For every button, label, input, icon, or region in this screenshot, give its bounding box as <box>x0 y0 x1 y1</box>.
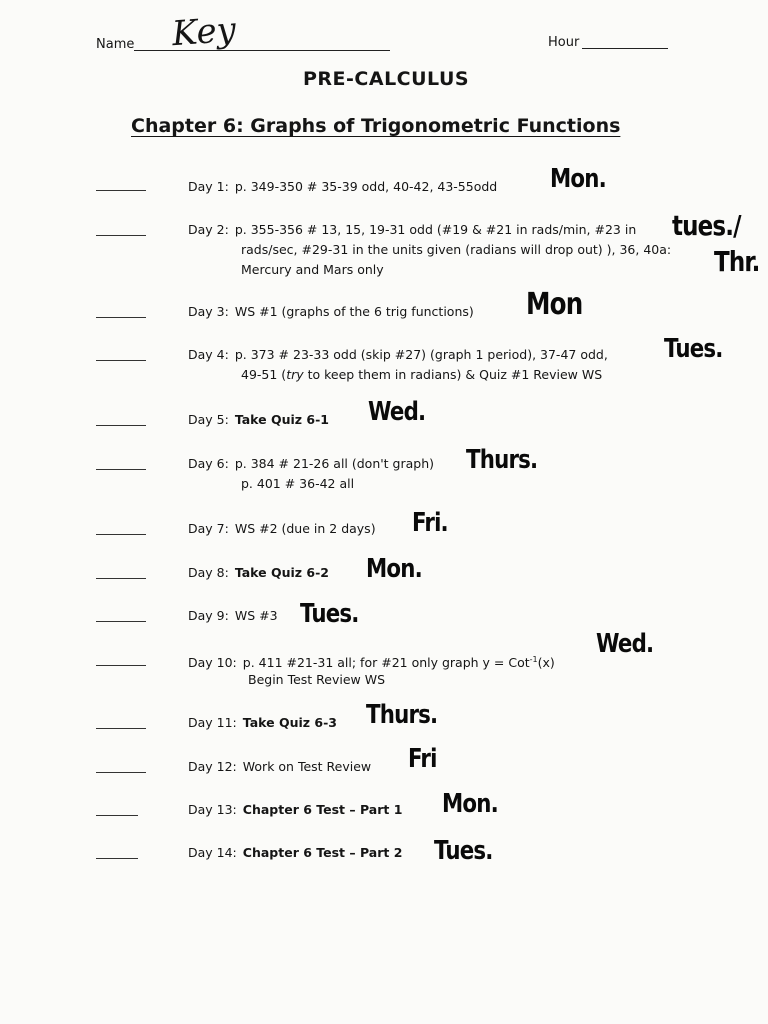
assignment-continued <box>241 366 602 384</box>
assignment: Take Quiz 6-1 <box>234 412 330 427</box>
assignment: p. 355-356 # 13, 15, 19-31 odd (#19 & #21 in rads/min, #23 in <box>234 222 637 237</box>
assignment-continued: Begin Test Review WS <box>248 672 386 687</box>
day-text <box>188 178 497 196</box>
assignment-continued: rads/sec, #29-31 in the units given (radians will drop out) ), 36, 40a: <box>241 242 672 257</box>
day-label: Day 13: <box>188 802 237 817</box>
day-text <box>188 564 329 582</box>
handwritten-day: Fri <box>408 744 437 774</box>
day-text <box>188 801 402 819</box>
day-label: Day 4: <box>188 347 229 362</box>
day-label: Day 6: <box>188 456 229 471</box>
day-text <box>188 346 608 364</box>
handwritten-day: Thurs. <box>366 700 438 730</box>
check-line <box>96 578 146 579</box>
handwritten-day: Wed. <box>368 397 426 427</box>
check-line <box>96 665 146 666</box>
day-text <box>188 411 329 429</box>
day-text <box>188 303 474 321</box>
check-line <box>96 469 146 470</box>
day-label: Day 12: <box>188 759 237 774</box>
day-label: Day 2: <box>188 222 229 237</box>
name-handwritten: Key <box>170 9 238 55</box>
handwritten-day: Tues. <box>434 836 493 866</box>
check-line <box>96 425 146 426</box>
handwritten-day: Mon <box>526 287 583 322</box>
handwritten-day: Fri. <box>412 508 448 538</box>
handwritten-day: tues./ <box>672 209 741 242</box>
assignment-continued: Mercury and Mars only <box>241 262 384 277</box>
superscript: -1 <box>529 655 538 664</box>
day-text <box>188 520 376 538</box>
day-label: Day 10: <box>188 655 237 671</box>
hour-line <box>582 48 668 49</box>
day-text <box>188 455 434 473</box>
text-segment: to keep them in radians) & Quiz #1 Review WS <box>303 367 603 382</box>
assignment: Take Quiz 6-2 <box>234 565 330 580</box>
handwritten-day: Mon. <box>366 554 422 584</box>
assignment-continued: p. 401 # 36-42 all <box>241 476 355 491</box>
check-line <box>96 317 146 318</box>
day-text <box>188 221 636 239</box>
check-line <box>96 858 138 859</box>
check-line <box>96 728 146 729</box>
check-line <box>96 235 146 236</box>
chapter-heading: Chapter 6: Graphs of Trigonometric Functions <box>131 115 621 137</box>
handwritten-day: Mon. <box>442 789 498 819</box>
day-text <box>188 758 371 776</box>
name-label: Name <box>96 37 135 52</box>
assignment: WS #1 (graphs of the 6 trig functions) <box>234 304 474 319</box>
handwritten-day: Wed. <box>596 629 654 659</box>
page-title: PRE-CALCULUS <box>303 68 470 90</box>
text-emphasis: try <box>286 367 304 382</box>
day-label: Day 11: <box>188 715 237 730</box>
check-line <box>96 815 138 816</box>
assignment: Take Quiz 6-3 <box>242 715 337 730</box>
assignment: Chapter 6 Test – Part 2 <box>242 845 403 860</box>
assignment: p. 384 # 21-26 all (don't graph) <box>234 456 435 471</box>
day-label: Day 3: <box>188 304 229 319</box>
assignment: Chapter 6 Test – Part 1 <box>242 802 403 817</box>
day-text <box>188 651 555 672</box>
text-segment: (x) <box>537 655 555 671</box>
day-label: Day 1: <box>188 179 229 194</box>
day-label: Day 14: <box>188 845 237 860</box>
handwritten-day: Mon. <box>550 164 606 194</box>
text-segment: 49-51 ( <box>241 367 287 382</box>
check-line <box>96 534 146 535</box>
assignment: WS #2 (due in 2 days) <box>234 521 376 536</box>
handwritten-day: Tues. <box>300 599 359 629</box>
day-label: Day 9: <box>188 608 229 623</box>
day-text <box>188 844 402 862</box>
assignment: p. 349-350 # 35-39 odd, 40-42, 43-55odd <box>234 179 498 194</box>
day-label: Day 8: <box>188 565 229 580</box>
hour-label: Hour <box>548 35 580 50</box>
handwritten-day: Thurs. <box>466 445 538 475</box>
assignment <box>243 655 555 670</box>
day-text <box>188 714 337 732</box>
assignment: p. 373 # 23-33 odd (skip #27) (graph 1 period), 37-47 odd, <box>234 347 608 362</box>
text-segment: p. 411 #21-31 all; for #21 only graph y = Cot <box>242 655 530 671</box>
day-label: Day 7: <box>188 521 229 536</box>
day-label: Day 5: <box>188 412 229 427</box>
check-line <box>96 621 146 622</box>
check-line <box>96 190 146 191</box>
check-line <box>96 360 146 361</box>
day-text <box>188 607 278 625</box>
handwritten-day-alt: Thr. <box>714 245 760 278</box>
assignment: Work on Test Review <box>242 759 372 774</box>
assignment: WS #3 <box>234 608 278 623</box>
check-line <box>96 772 146 773</box>
handwritten-day: Tues. <box>664 334 723 364</box>
